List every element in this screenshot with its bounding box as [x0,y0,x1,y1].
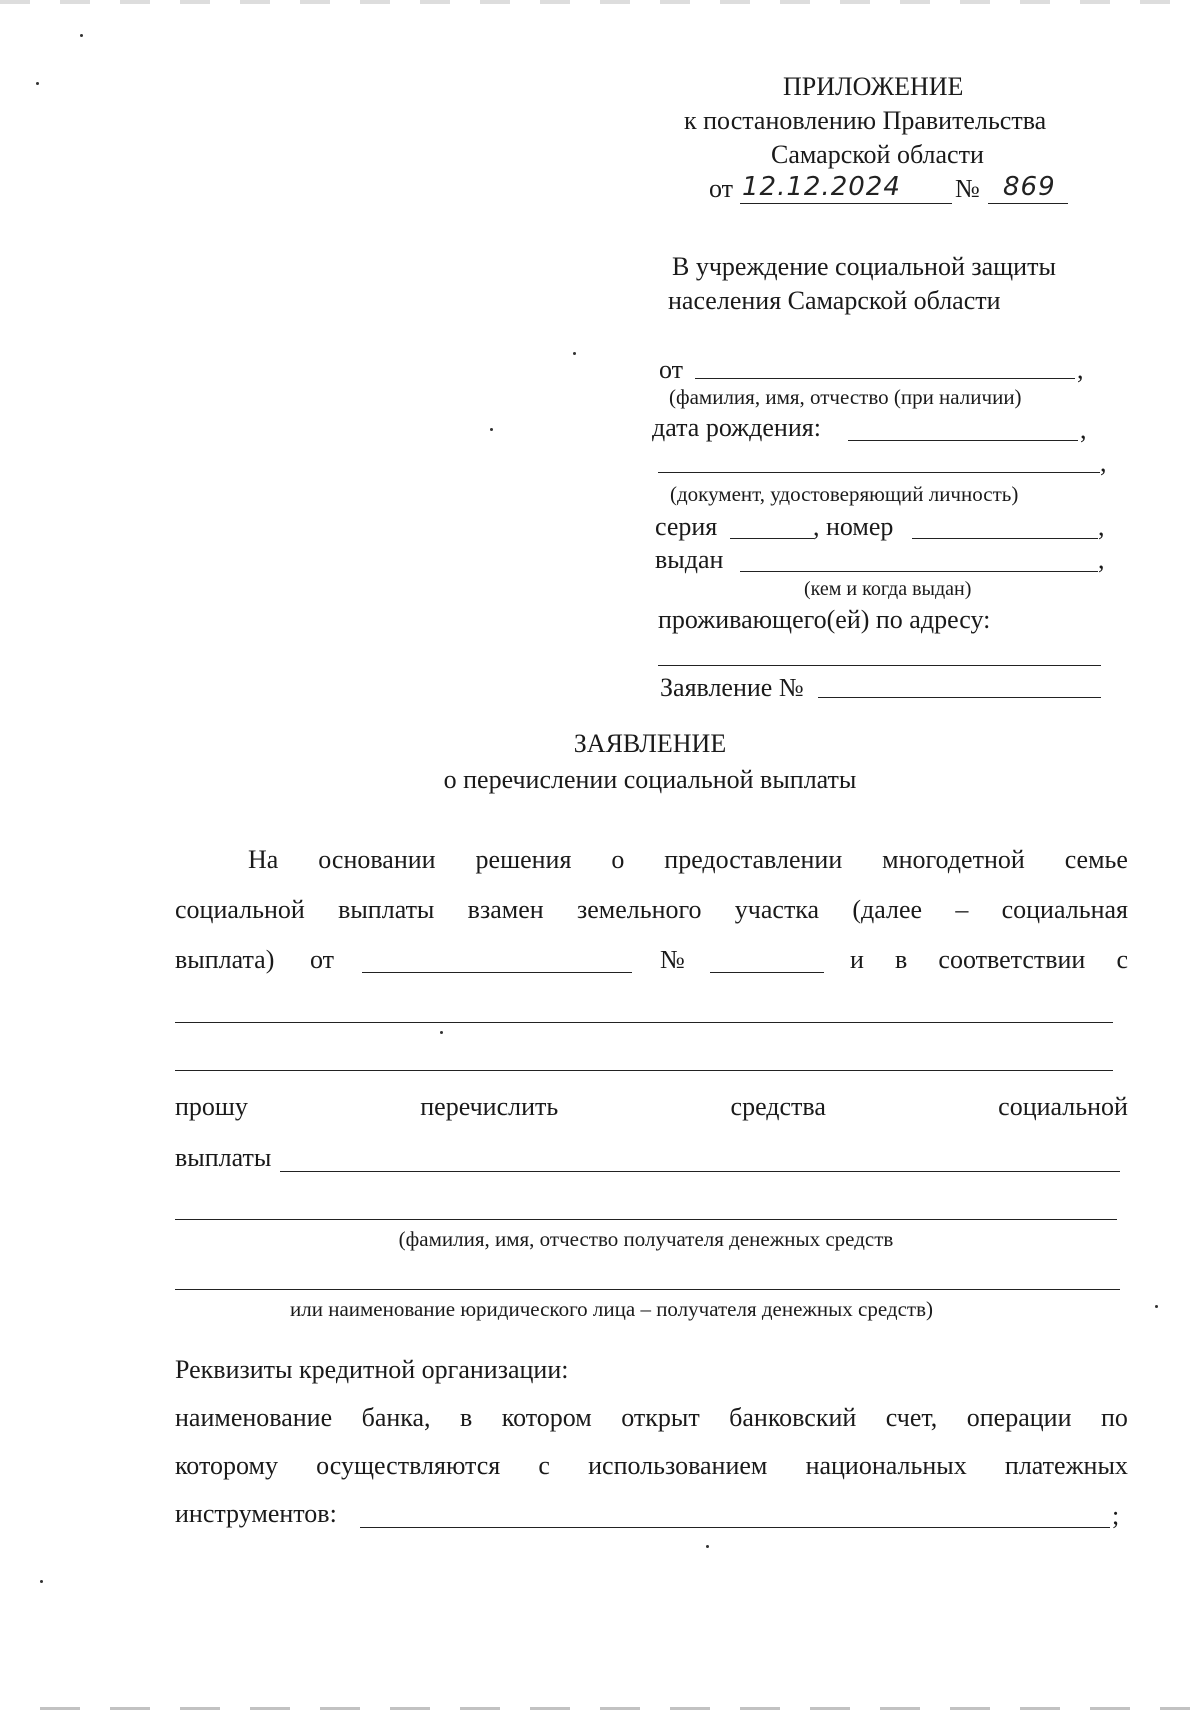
scan-edge-top [0,0,1200,4]
scan-speck [490,428,493,431]
fio-comma: , [1077,355,1084,384]
address-line [658,665,1101,666]
word: операции [966,1403,1072,1432]
request-line [175,1092,1128,1122]
fio-hint: (фамилия, имя, отчество (при наличии) [669,385,1022,409]
word: с [1116,945,1128,974]
scan-speck [40,1580,43,1583]
word: банка, [361,1403,431,1432]
number-underline [988,203,1068,204]
payments-line [280,1171,1120,1172]
appendix-from-prefix: от [709,174,734,203]
word: платежных [1004,1451,1128,1480]
document-line [658,472,1100,473]
basis-line-1 [175,1022,1113,1023]
word: котором [501,1403,592,1432]
document-title: ЗАЯВЛЕНИЕ [573,729,727,758]
issued-line [740,571,1098,572]
scan-edge-bottom [40,1707,1190,1710]
para1-from: от [310,945,335,974]
recipient-hint-1: (фамилия, имя, отчество получателя денежных средств [398,1227,894,1251]
statement-number-line [818,697,1101,698]
word: с [538,1451,550,1480]
scan-speck [706,1545,709,1548]
series-line [730,538,814,539]
number-label: , номер [813,512,894,541]
appendix-title: ПРИЛОЖЕНИЕ [783,72,964,101]
recipient-hint-2: или наименование юридического лица – получателя денежных средств) [290,1297,933,1321]
word: участка [734,895,820,924]
document-hint: (документ, удостоверяющий личность) [670,482,1019,506]
word: основании [318,845,436,874]
decision-number-line [710,972,824,973]
word: национальных [805,1451,967,1480]
word: использованием [588,1451,768,1480]
word: которому [175,1451,278,1480]
word: семье [1064,845,1128,874]
payments-label: выплаты [175,1143,272,1172]
scan-speck [573,352,576,355]
bank-name-line [360,1527,1110,1528]
word: земельного [576,895,702,924]
from-label: от [659,355,684,384]
scan-speck [80,34,83,37]
bank-line3-semicolon: ; [1112,1501,1120,1530]
document-comma: , [1100,448,1107,477]
bank-line3-label: инструментов: [175,1499,337,1528]
birth-comma: , [1080,415,1087,444]
word: – [955,895,969,924]
issued-label: выдан [655,545,724,574]
statement-number-label: Заявление № [660,673,804,702]
word: и [850,945,864,974]
word: многодетной [882,845,1025,874]
birth-label: дата рождения: [652,413,821,442]
word: предоставлении [664,845,843,874]
date-underline [740,203,952,204]
number-comma: , [1098,512,1105,541]
appendix-line1: к постановлению Правительства [684,106,1047,135]
document-subtitle: о перечислении социальной выплаты [443,765,857,794]
birth-line [848,440,1078,441]
word: (далее [852,895,923,924]
word: социальной [175,895,305,924]
series-label: серия [655,512,718,541]
recipient-line-2 [175,1289,1120,1290]
issued-hint: (кем и когда выдан) [804,578,972,600]
word: средства [730,1092,826,1121]
word: соответствии [938,945,1086,974]
word: выплаты [338,895,435,924]
address-label: проживающего(ей) по адресу: [658,605,991,634]
word: взамен [467,895,544,924]
para1-number-sign: № [660,945,685,974]
addressee-line1: В учреждение социальной защиты [672,252,1056,281]
passport-number-line [912,538,1098,539]
bank-heading: Реквизиты кредитной организации: [175,1355,569,1384]
basis-line-2 [175,1070,1113,1071]
bank-line2 [175,1451,1128,1481]
number-prefix: № [955,174,980,203]
word: На [248,845,279,874]
word: открыт [621,1403,700,1432]
word: социальной [998,1092,1128,1121]
para1-line2 [175,895,1128,925]
para1-line3-end [850,945,1128,975]
scan-speck [1155,1305,1158,1308]
scan-speck [440,1031,443,1034]
handwritten-number: 869 [1003,172,1056,202]
addressee-line2: населения Самарской области [668,286,1001,315]
word: наименование [175,1403,333,1432]
issued-comma: , [1098,545,1105,574]
word: осуществляются [316,1451,501,1480]
word: прошу [175,1092,248,1121]
para1-line3-start: выплата) [175,945,275,974]
word: банковский [729,1403,857,1432]
decision-date-line [362,972,632,973]
word: социальная [1001,895,1128,924]
word: в [460,1403,473,1432]
word: перечислить [420,1092,559,1121]
para1-line1 [248,845,1128,875]
word: в [895,945,908,974]
appendix-line2: Самарской области [771,140,984,169]
word: о [611,845,625,874]
bank-line1 [175,1403,1128,1433]
handwritten-date: 12.12.2024 [742,172,901,202]
word: по [1100,1403,1128,1432]
word: решения [475,845,572,874]
word: счет, [885,1403,938,1432]
scan-speck [36,82,39,85]
fio-line [695,378,1075,379]
recipient-line-1 [175,1219,1117,1220]
